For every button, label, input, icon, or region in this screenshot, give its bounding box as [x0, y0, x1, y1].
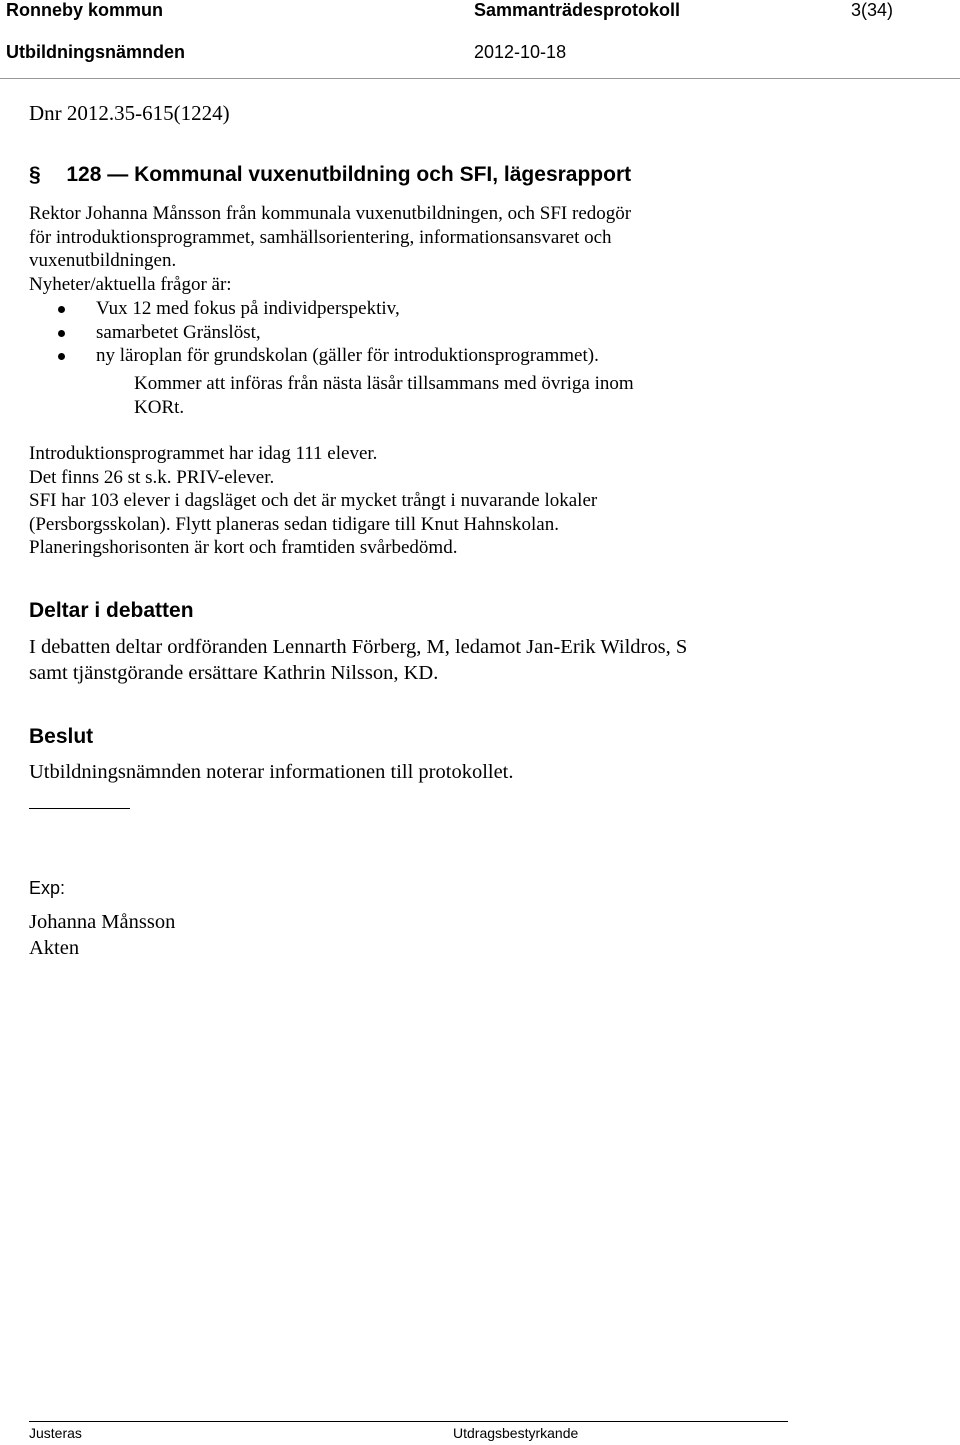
fact-line: Introduktionsprogrammet har idag 111 elever. [29, 443, 378, 464]
fact-line: Det finns 26 st s.k. PRIV-elever. [29, 466, 275, 488]
debate-heading: Deltar i debatten [29, 599, 194, 622]
decision-heading: Beslut [29, 725, 94, 748]
fact-line: SFI har 103 elever i dagsläget och det är mycket trångt i nuvarande lokaler [29, 490, 598, 511]
page-number: 3(34) [851, 0, 894, 20]
footer-divider [29, 1421, 788, 1422]
bullet-text: ny läroplan för grundskolan (gäller för introduktionsprogrammet). [96, 345, 599, 366]
section-title [29, 163, 631, 187]
decision-text: Utbildningsnämnden noterar informationen till protokollet. [29, 761, 514, 783]
bullet-icon [58, 330, 65, 337]
section-title-text: 128 — Kommunal vuxenutbildning och SFI, lägesrapport [66, 163, 632, 186]
news-label: Nyheter/aktuella frågor är: [29, 273, 232, 295]
intro-line: vuxenutbildningen. [29, 250, 177, 271]
debate-line: I debatten deltar ordföranden Lennarth Förberg, M, ledamot Jan-Erik Wildros, S [29, 636, 688, 658]
fact-line: Planeringshorisonten är kort och framtiden svårbedömd. [29, 537, 458, 558]
committee-name: Utbildningsnämnden [6, 42, 185, 62]
bullet-text: Vux 12 med fokus på individperspektiv, [96, 298, 400, 319]
meeting-date: 2012-10-18 [474, 42, 567, 62]
debate-paragraph [29, 634, 687, 686]
list-item [58, 344, 599, 368]
recipient: Johanna Månsson [29, 911, 176, 933]
intro-line: Rektor Johanna Månsson från kommunala vuxenutbildningen, och SFI redogör [29, 203, 632, 224]
list-item [58, 321, 599, 345]
continuation-line: KORt. [134, 396, 185, 418]
footer-justeras: Justeras [29, 1425, 82, 1441]
municipality-name: Ronneby kommun [6, 0, 164, 20]
bullet-continuation [134, 372, 634, 419]
footer-utdragsbestyrkande: Utdragsbestyrkande [453, 1425, 579, 1441]
intro-paragraph [29, 202, 631, 296]
header-divider [0, 78, 960, 79]
exp-recipients [29, 909, 175, 961]
case-number: Dnr 2012.35-615(1224) [29, 101, 230, 125]
bullet-icon [58, 353, 65, 360]
debate-line: samt tjänstgörande ersättare Kathrin Nilsson, KD. [29, 662, 439, 684]
news-bullet-list [58, 297, 599, 368]
document-type: Sammanträdesprotokoll [474, 0, 681, 20]
bullet-text: samarbetet Gränslöst, [96, 321, 261, 343]
fact-line: (Persborgsskolan). Flytt planeras sedan tidigare till Knut Hahnskolan. [29, 513, 559, 535]
section-symbol: § [29, 163, 41, 186]
facts-paragraph [29, 442, 597, 560]
exp-label: Exp: [29, 878, 66, 898]
list-item [58, 297, 599, 321]
decision-underline [29, 808, 130, 809]
recipient: Akten [29, 937, 80, 959]
continuation-line: Kommer att införas från nästa läsår tillsammans med övriga inom [134, 373, 634, 394]
intro-line: för introduktionsprogrammet, samhällsorientering, informationsansvaret och [29, 226, 612, 248]
bullet-icon [58, 306, 65, 313]
